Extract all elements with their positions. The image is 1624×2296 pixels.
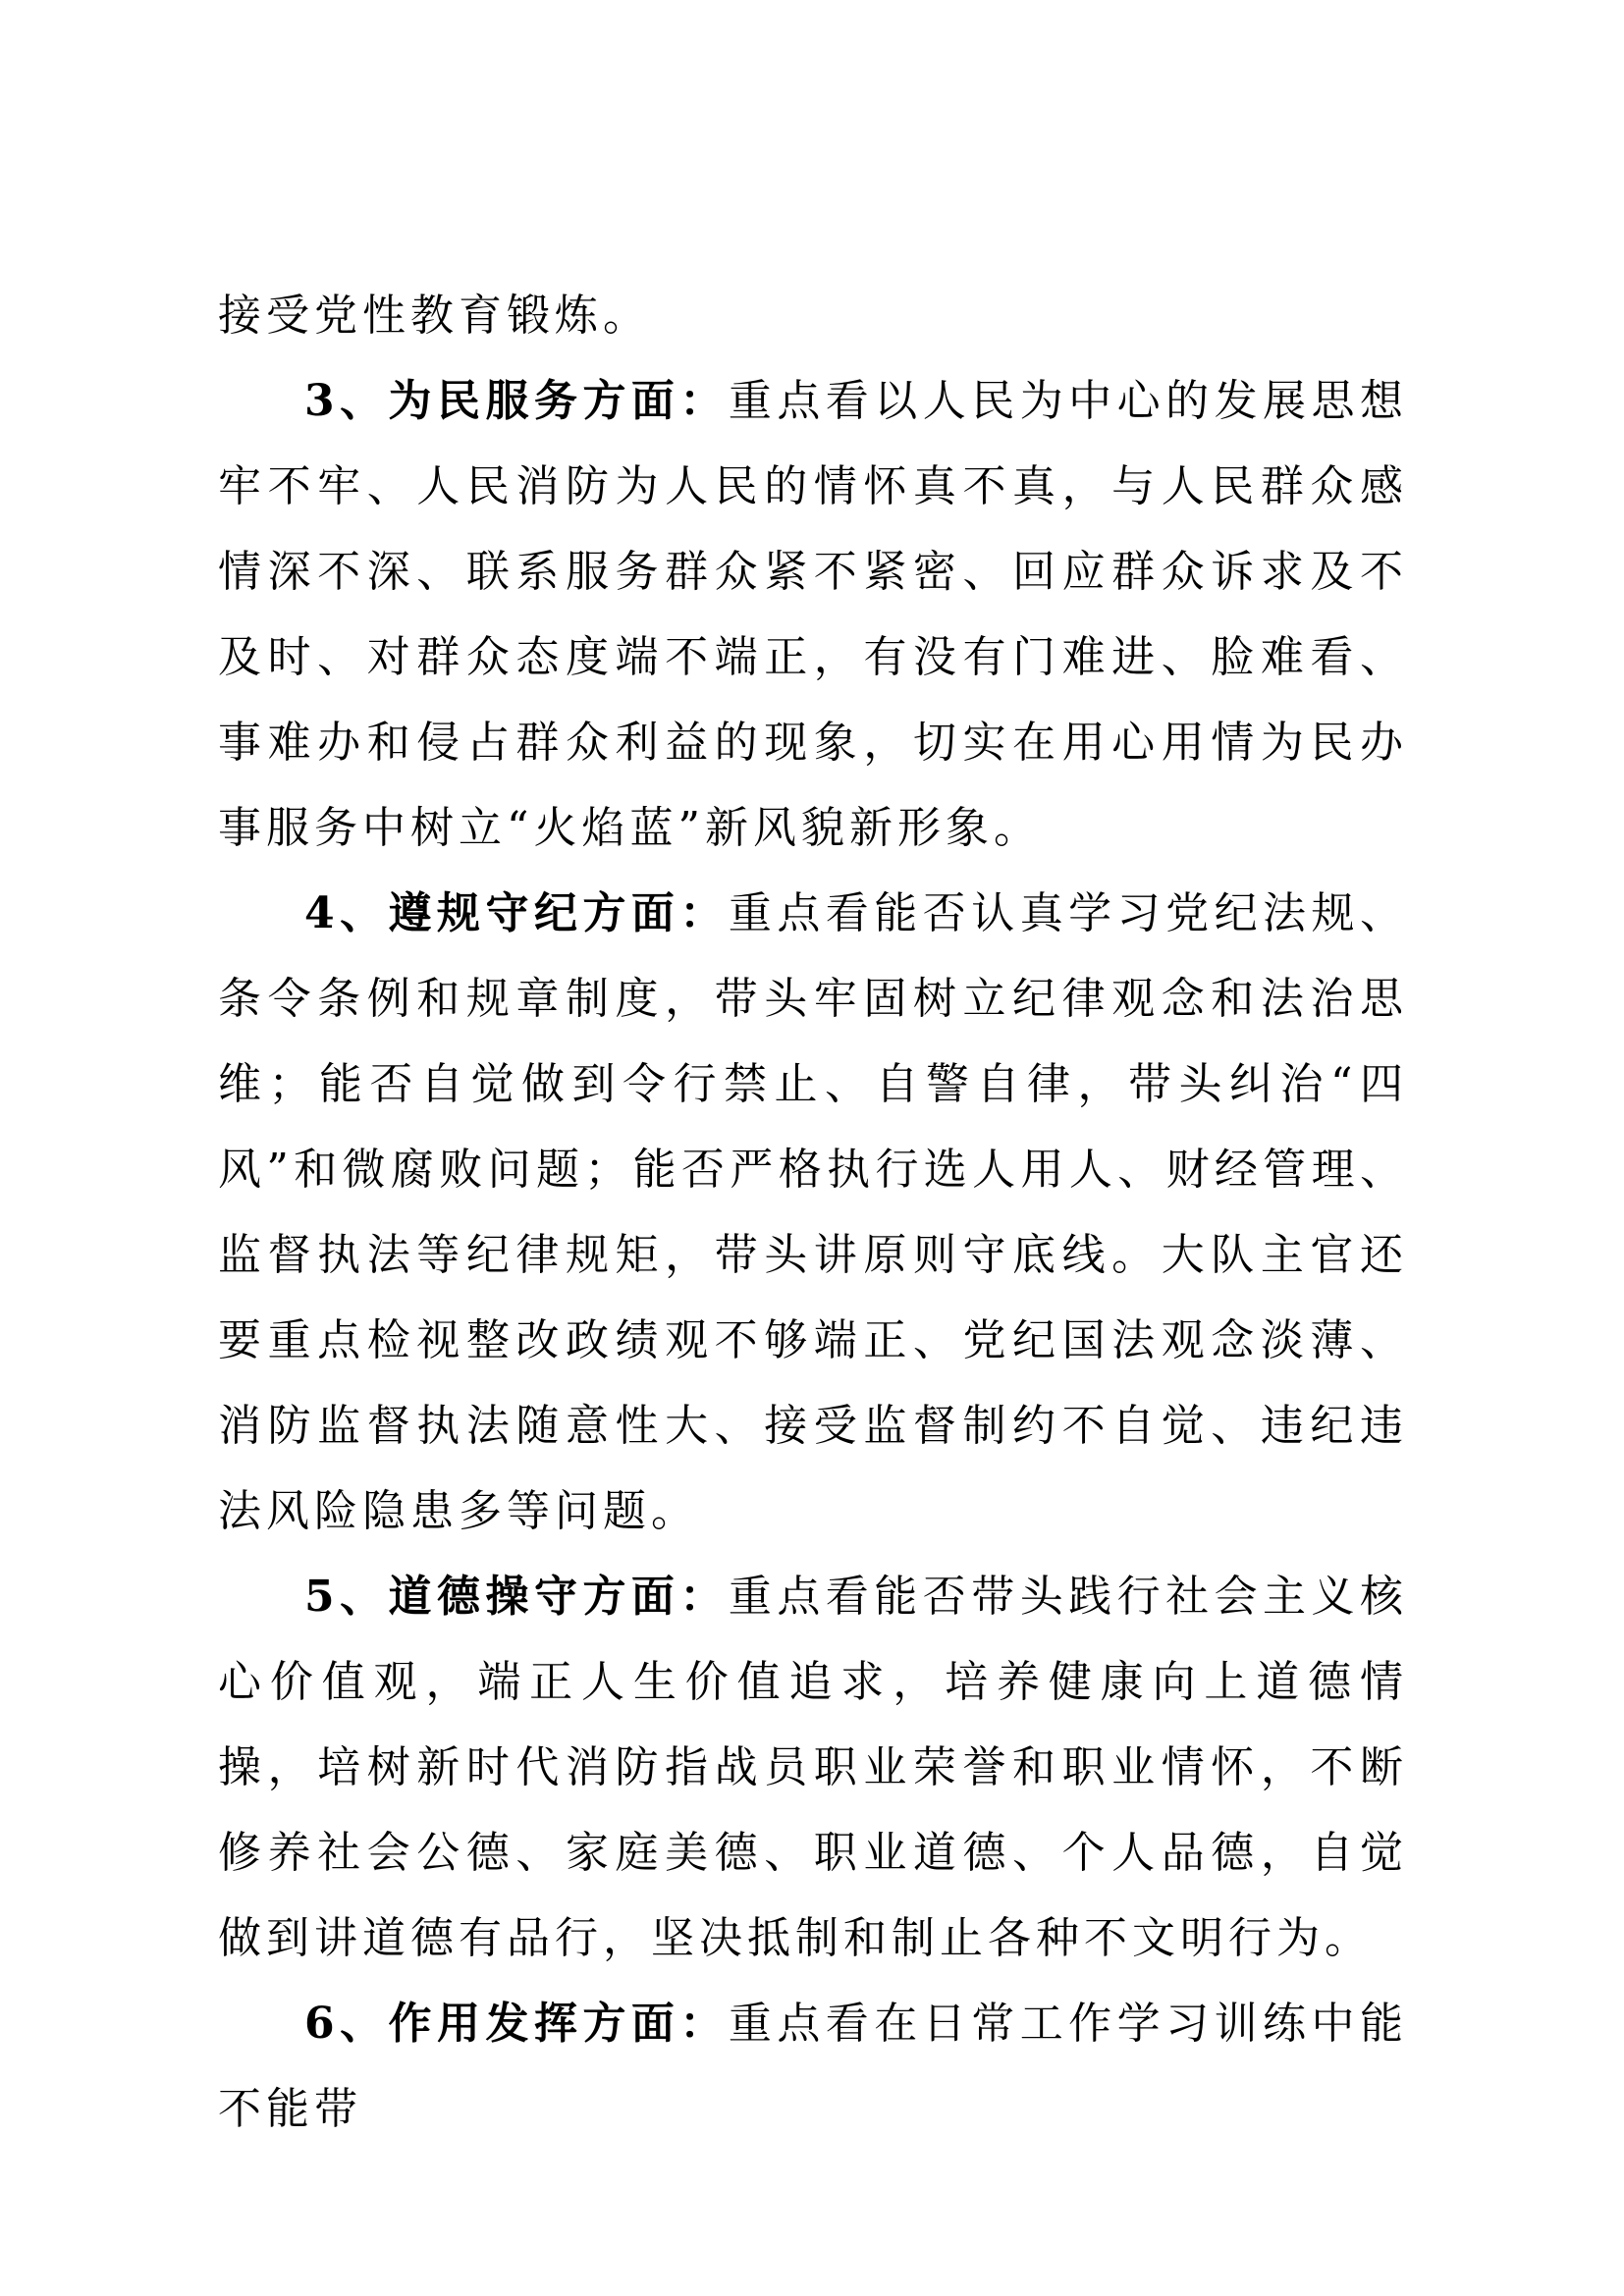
paragraph-text: 重点看在日常工作学习训练中能不能带 bbox=[218, 1999, 1408, 2134]
section-heading: 6、作用发挥方面： bbox=[304, 1999, 729, 2049]
paragraph-role bbox=[218, 1981, 1408, 2152]
section-heading: 4、遵规守纪方面： bbox=[304, 888, 729, 938]
paragraph-service-to-people bbox=[218, 358, 1408, 871]
paragraph-text: 接受党性教育锻炼。 bbox=[218, 291, 651, 341]
section-heading: 3、为民服务方面： bbox=[304, 376, 729, 426]
document-body bbox=[218, 273, 1408, 2152]
paragraph-discipline bbox=[218, 871, 1408, 1554]
section-heading: 5、道德操守方面： bbox=[304, 1572, 729, 1622]
paragraph-continuation bbox=[218, 273, 1408, 358]
paragraph-morality bbox=[218, 1554, 1408, 1981]
paragraph-text: 重点看能否认真学习党纪法规、条令条例和规章制度，带头牢固树立纪律观念和法治思维；能否自觉做到令行禁止、自警自律，带头纠治“四风”和微腐败问题；能否严格执行选人用人、财经管理、监督执法等纪律规矩，带头讲原则守底线。大队主官还要重点检视整改政绩观不够端正、党纪国法观念淡薄、消防监督执法随意性大、接受监督制约不自觉、违纪违法风险隐患多等问题。 bbox=[218, 888, 1408, 1536]
paragraph-text: 重点看以人民为中心的发展思想牢不牢、人民消防为人民的情怀真不真，与人民群众感情深不深、联系服务群众紧不紧密、回应群众诉求及不及时、对群众态度端不端正，有没有门难进、脸难看、事难办和侵占群众利益的现象，切实在用心用情为民办事服务中树立“火焰蓝”新风貌新形象。 bbox=[218, 376, 1408, 853]
paragraph-text: 重点看能否带头践行社会主义核心价值观，端正人生价值追求，培养健康向上道德情操，培树新时代消防指战员职业荣誉和职业情怀，不断修养社会公德、家庭美德、职业道德、个人品德，自觉做到讲道德有品行，坚决抵制和制止各种不文明行为。 bbox=[218, 1572, 1408, 1963]
